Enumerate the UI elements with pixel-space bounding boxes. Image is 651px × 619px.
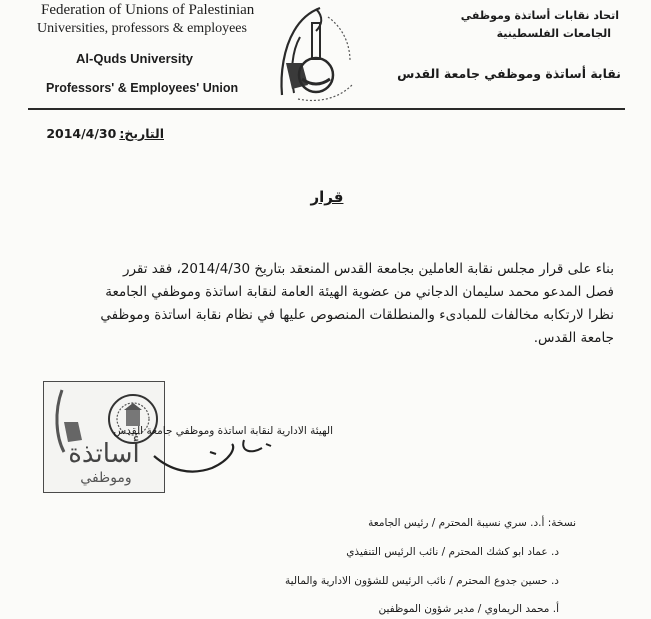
arabic-header-union: نقابة أساتذة وموظفي جامعة القدس — [397, 66, 621, 81]
arabic-header-line-1: اتحاد نقابات أساتذة وموظفي — [460, 9, 619, 22]
svg-text:وموظفي: وموظفي — [80, 470, 132, 486]
copy-recipient-4: أ. محمد الريماوي / مدير شؤون الموظفين — [378, 603, 559, 615]
union-emblem-icon — [272, 3, 356, 103]
arabic-header-line-2: الجامعات الفلسطينية — [496, 27, 611, 40]
body-line-1: بناء على قرار مجلس نقابة العاملين بجامعة القدس المنعقد بتاريخ 2014/4/30، فقد تقرر — [122, 261, 614, 277]
header-divider — [28, 108, 625, 110]
date-label: التاريخ: — [119, 126, 164, 141]
body-line-2: فصل المدعو محمد سليمان الدجاني من عضوية الهيئة العامة لنقابة اساتذة وموظفي الجامعة — [105, 284, 614, 300]
english-header-union: Professors' & Employees' Union — [46, 81, 239, 95]
signature-line: الهيئة الادارية لنقابة اساتذة وموظفي جامعة القدس — [113, 425, 333, 437]
copy-recipient-1: نسخة: أ.د. سري نسيبة المحترم / رئيس الجامعة — [368, 517, 576, 529]
body-line-4: جامعة القدس. — [533, 330, 614, 346]
english-header-university: Al-Quds University — [76, 51, 194, 66]
copy-recipient-3: د. حسين جدوع المحترم / نائب الرئيس للشؤون الادارية والمالية — [285, 575, 559, 587]
english-header-line-1: Federation of Unions of Palestinian — [41, 2, 255, 18]
copy-recipient-2: د. عماد ابو كشك المحترم / نائب الرئيس التنفيذي — [346, 546, 559, 558]
body-line-3: نظرا لارتكابه مخالفات للمبادىء والمنطلقات المنصوص عليها في نظام نقابة اساتذة وموظفي — [100, 307, 614, 323]
document-title: قرار — [310, 188, 344, 206]
svg-text:أساتذة: أساتذة — [68, 439, 140, 469]
date-row — [46, 126, 164, 141]
english-header-line-2: Universities, professors & employees — [37, 21, 247, 36]
date-value: 2014/4/30 — [46, 126, 117, 141]
decision-body — [54, 258, 614, 350]
